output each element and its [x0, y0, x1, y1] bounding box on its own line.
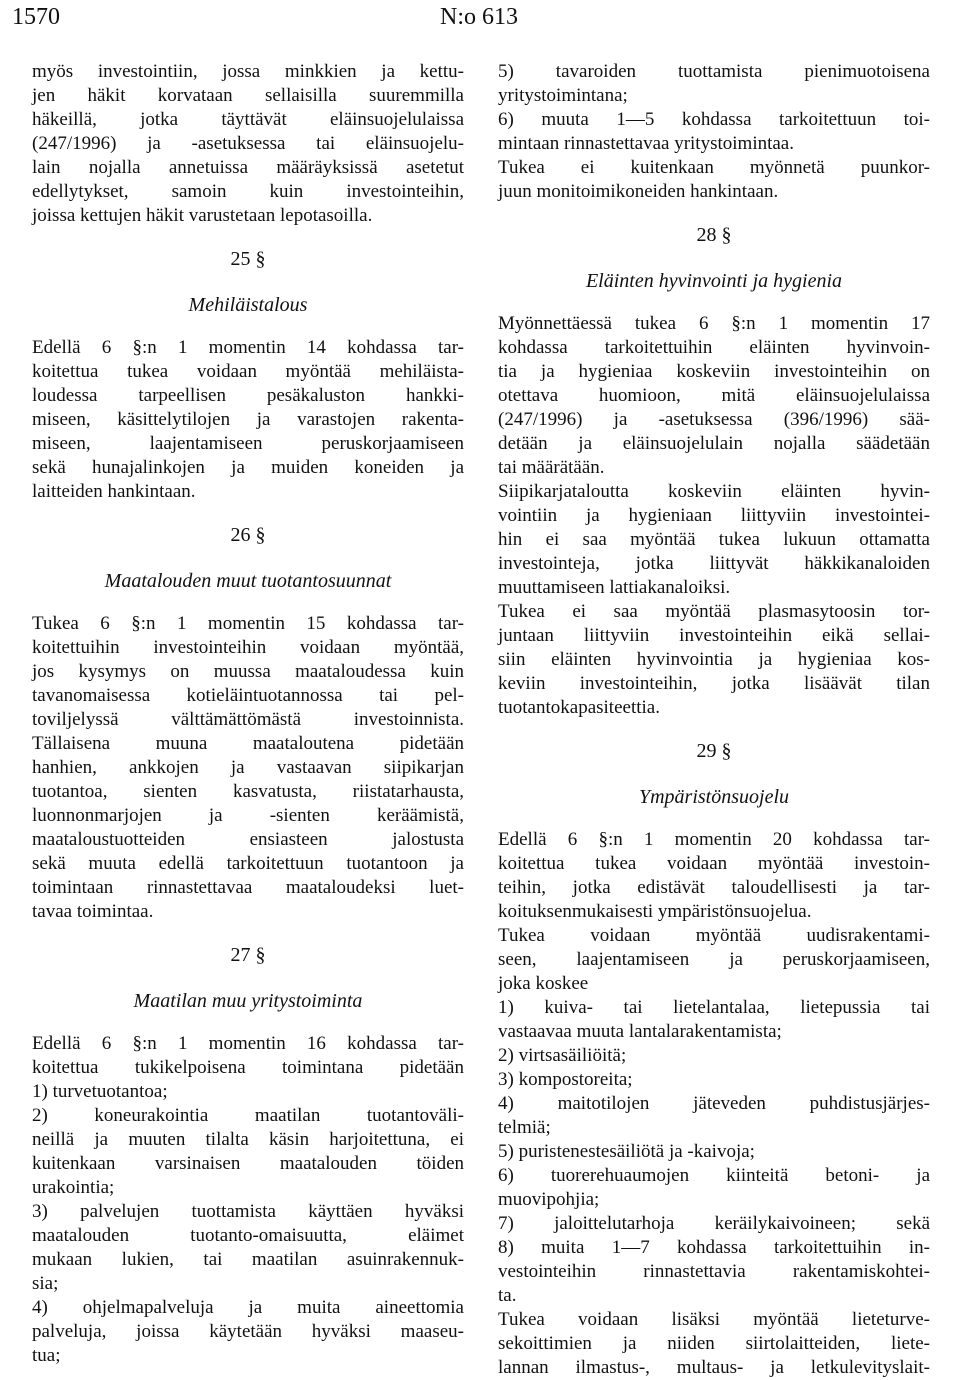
section-27-body: [32, 1032, 464, 1368]
text-line: investointeja, jotka liittyvät häkkikanaloiden: [498, 553, 930, 574]
text-line: vointiin ja hygieniaan liittyviin investointei-: [498, 505, 930, 526]
text-line: tuotantoa, sienten kasvatusta, riistatarhausta,: [32, 781, 464, 802]
intro-paragraph: [32, 60, 464, 228]
text-line: Tukea voidaan lisäksi myöntää lieteturve-: [498, 1309, 930, 1330]
text-line: koituksenmukaisesti ympäristönsuojelua.: [498, 901, 812, 922]
text-line: kohdassa tarkoitettuihin eläinten hyvinvoin-: [498, 337, 930, 358]
text-line: luonnonmarjojen ja -sienten keräämistä,: [32, 805, 464, 826]
text-line: kuitenkaan varsinaisen maatalouden töiden: [32, 1153, 464, 1174]
text-line: detään ja eläinsuojelulain nojalla säädetään: [498, 433, 930, 454]
text-line: mukaan lukien, tai maatilan asuinrakennuk-: [32, 1249, 464, 1270]
text-line: jen häkit korvataan sellaisilla suuremmilla: [32, 85, 464, 106]
text-line: miseen, käsittelytilojen ja varastojen rakenta-: [32, 409, 464, 430]
text-line: 2) virtsasäiliöitä;: [498, 1045, 627, 1066]
text-line: palveluja, joissa käytetään hyväksi maaseu-: [32, 1321, 464, 1342]
text-line: tai määrätään.: [498, 457, 605, 478]
page-header: [0, 0, 960, 40]
text-line: vastaavaa muuta lantalarakentamista;: [498, 1021, 782, 1042]
section-28-body: [498, 312, 930, 720]
text-line: Tällaisena muuna maataloutena pidetään: [32, 733, 464, 754]
text-line: joissa kettujen häkit varustetaan lepotasoilla.: [32, 205, 373, 226]
text-line: urakointia;: [32, 1177, 115, 1198]
text-line: keviin investointeihin, jotka lisäävät tilan: [498, 673, 930, 694]
page-number: 1570: [12, 4, 60, 30]
text-line: 6) tuorerehuaumojen kiinteitä betoni- ja: [498, 1165, 930, 1186]
text-line: Myönnettäessä tukea 6 §:n 1 momentin 17: [498, 313, 930, 334]
text-line: koitettuihin investointeihin voidaan myöntää,: [32, 637, 464, 658]
text-line: neillä ja muuten tilalta käsin harjoitettuna, ei: [32, 1129, 464, 1150]
text-line: yritystoimintana;: [498, 85, 628, 106]
text-line: vestointeihin rinnastettavia rakentamiskohtei-: [498, 1261, 930, 1282]
section-29-body: [498, 828, 930, 1380]
text-line: muovipohjia;: [498, 1189, 600, 1210]
text-line: juntaan liittyviin investointeihin eikä sellai-: [498, 625, 930, 646]
text-line: 1) kuiva- tai lietelantalaa, lietepussia tai: [498, 997, 930, 1018]
text-line: ta.: [498, 1285, 517, 1306]
text-line: tuotantokapasiteettia.: [498, 697, 660, 718]
text-line: maataloustuotteiden ensiasteen jalostusta: [32, 829, 464, 850]
text-line: lain nojalla annetuissa määräyksissä asetetut: [32, 157, 464, 178]
text-line: 2) koneurakointia maatilan tuotantoväli-: [32, 1105, 464, 1126]
right-column: [498, 60, 930, 1380]
text-line: sekä hunajalinkojen ja muiden koneiden ja: [32, 457, 464, 478]
text-line: 4) maitotilojen jäteveden puhdistusjärjes-: [498, 1093, 930, 1114]
text-line: joka koskee: [498, 973, 589, 994]
text-line: laitteiden hankintaan.: [32, 481, 196, 502]
text-line: Tukea ei saa myöntää plasmasytoosin tor-: [498, 601, 930, 622]
text-line: (247/1996) ja -asetuksessa tai eläinsuojelu-: [32, 133, 464, 154]
section-title-29: Ympäristönsuojelu: [638, 786, 790, 808]
text-line: lannan ilmastus-, multaus- ja letkulevityslait-: [498, 1357, 930, 1378]
section-title-25: Mehiläistalous: [188, 294, 308, 316]
text-line: tavaa toimintaa.: [32, 901, 154, 922]
text-line: 3) palvelujen tuottamista käyttäen hyväksi: [32, 1201, 464, 1222]
text-line: siin eläinten hyvinvointia ja hygieniaa kos-: [498, 649, 930, 670]
text-line: 7) jaloittelutarhoja keräilykaivoineen; sekä: [498, 1213, 930, 1234]
text-line: Edellä 6 §:n 1 momentin 20 kohdassa tar-: [498, 829, 930, 850]
text-line: 4) ohjelmapalveluja ja muita aineettomia: [32, 1297, 464, 1318]
text-line: 1) turvetuotantoa;: [32, 1081, 168, 1102]
text-line: toviljelyssä välttämättömästä investoinnista.: [32, 709, 464, 730]
section-number-27: 27 §: [230, 944, 266, 966]
section-title-26: Maatalouden muut tuotantosuunnat: [104, 570, 392, 592]
text-line: tavanomaisessa kotieläintuotannossa tai pel-: [32, 685, 464, 706]
text-line: sia;: [32, 1273, 59, 1294]
text-line: 5) tavaroiden tuottamista pienimuotoisena: [498, 61, 930, 82]
text-line: mintaan rinnastettavaa yritystoimintaa.: [498, 133, 794, 154]
text-line: koitettua tukikelpoisena toimintana pidetään: [32, 1057, 464, 1078]
text-line: seen, laajentamiseen ja peruskorjaamiseen,: [498, 949, 930, 970]
text-line: maatalouden tuotanto-omaisuutta, eläimet: [32, 1225, 464, 1246]
text-line: hanhien, ankkojen ja vastaavan siipikarjan: [32, 757, 464, 778]
issue-number: N:o 613: [440, 4, 518, 30]
text-line: (247/1996) ja -asetuksessa (396/1996) sää-: [498, 409, 930, 430]
text-line: 3) kompostoreita;: [498, 1069, 633, 1090]
section-title-28: Eläinten hyvinvointi ja hygienia: [585, 270, 843, 292]
text-line: Tukea 6 §:n 1 momentin 15 kohdassa tar-: [32, 613, 464, 634]
text-line: tua;: [32, 1345, 61, 1366]
section-number-29: 29 §: [696, 740, 732, 762]
text-line: häkeillä, jotka täyttävät eläinsuojelulaissa: [32, 109, 464, 130]
text-line: miseen, laajentamiseen peruskorjaamiseen: [32, 433, 464, 454]
text-line: Edellä 6 §:n 1 momentin 14 kohdassa tar-: [32, 337, 464, 358]
section-26-body: [32, 612, 464, 924]
text-line: tia ja hygieniaa koskeviin investointeihin on: [498, 361, 930, 382]
text-line: koitettua tukea voidaan myöntää investoin-: [498, 853, 930, 874]
text-line: muuttamiseen lattiakanaloiksi.: [498, 577, 731, 598]
left-column: [32, 60, 464, 1368]
text-line: koitettua tukea voidaan myöntää mehiläista-: [32, 361, 464, 382]
section-25-body: [32, 336, 464, 504]
text-line: Edellä 6 §:n 1 momentin 16 kohdassa tar-: [32, 1033, 464, 1054]
text-line: sekä muuta edellä tarkoitettuun tuotantoon ja: [32, 853, 464, 874]
text-line: Tukea voidaan myöntää uudisrakentami-: [498, 925, 930, 946]
section-number-26: 26 §: [230, 524, 266, 546]
text-line: toimintaan rinnastettavaa maataloudeksi luet-: [32, 877, 464, 898]
section-number-28: 28 §: [696, 224, 732, 246]
text-line: 8) muita 1—7 kohdassa tarkoitettuihin in-: [498, 1237, 930, 1258]
text-line: Tukea ei kuitenkaan myönnetä puunkor-: [498, 157, 930, 178]
text-line: 5) puristenestesäiliötä ja -kaivoja;: [498, 1141, 755, 1162]
text-line: 6) muuta 1—5 kohdassa tarkoitettuun toi-: [498, 109, 930, 130]
text-line: otettava huomioon, mitä eläinsuojelulaissa: [498, 385, 930, 406]
text-line: loudessa tarpeellisen pesäkaluston hankki-: [32, 385, 464, 406]
section-number-25: 25 §: [230, 248, 266, 270]
text-line: jos kysymys on muussa maataloudessa kuin: [32, 661, 464, 682]
text-line: myös investointiin, jossa minkkien ja kettu-: [32, 61, 464, 82]
text-line: telmiä;: [498, 1117, 551, 1138]
text-line: teihin, jotka edistävät taloudellisesti ja tar-: [498, 877, 930, 898]
text-line: edellytykset, samoin kuin investointeihin,: [32, 181, 464, 202]
text-line: Siipikarjataloutta koskeviin eläinten hyvin-: [498, 481, 930, 502]
section-title-27: Maatilan muu yritystoiminta: [133, 990, 363, 1012]
text-line: sekoittimien ja niiden siirtolaitteiden, liete-: [498, 1333, 930, 1354]
text-line: juun monitoimikoneiden hankintaan.: [498, 181, 779, 202]
intro-paragraph: [498, 60, 930, 204]
text-line: hin ei saa myöntää tukea lukuun ottamatta: [498, 529, 930, 550]
